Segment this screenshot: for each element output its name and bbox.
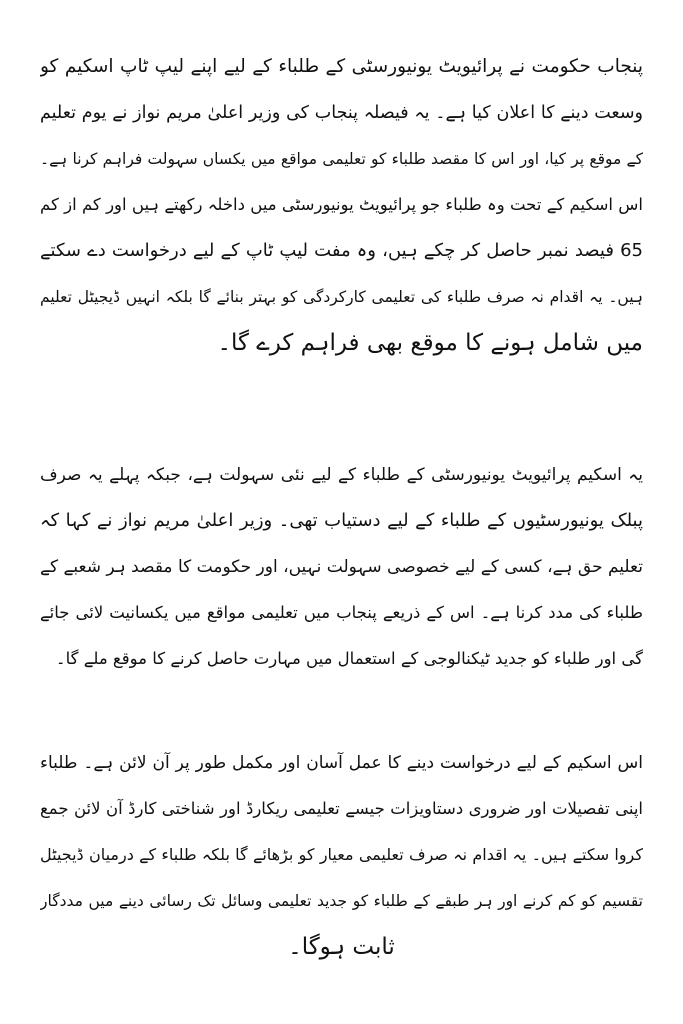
paragraph-line: گی اور طلباء کو جدید ٹیکنالوجی کے استعمال میں مہارت حاصل کرنے کا موقع ملے گا۔ — [55, 649, 643, 668]
paragraph-line: یہ اسکیم پرائیویٹ یونیورسٹی کے طلباء کے لیے نئی سہولت ہے، جبکہ پہلے یہ صرف — [40, 465, 643, 485]
paragraph-line: طلباء کی مدد کرنا ہے۔ اس کے ذریعے پنجاب میں تعلیمی مواقع میں یکسانیت لائی جائے — [40, 603, 643, 622]
paragraph-line: ہیں۔ یہ اقدام نہ صرف طلباء کی تعلیمی کارکردگی کو بہتر بنائے گا بلکہ انہیں ڈیجیٹل تعلیم — [40, 288, 643, 306]
paragraph-line: اپنی تفصیلات اور ضروری دستاویزات جیسے تعلیمی ریکارڈ اور شناختی کارڈ آن لائن جمع — [40, 799, 643, 818]
paragraph-line: پنجاب حکومت نے پرائیویٹ یونیورسٹی کے طلباء کے لیے اپنے لیپ ٹاپ اسکیم کو — [40, 56, 643, 77]
paragraph-line: تقسیم کو کم کرنے اور ہر طبقے کے طلباء کو جدید تعلیمی وسائل تک رسائی دینے میں مددگار — [40, 892, 643, 910]
paragraph-line: وسعت دینے کا اعلان کیا ہے۔ یہ فیصلہ پنجاب کی وزیر اعلیٰ مریم نواز نے یوم تعلیم — [40, 103, 643, 123]
paragraph-line: اس اسکیم کے تحت وہ طلباء جو پرائیویٹ یونیورسٹی میں داخلہ رکھتے ہیں اور کم از کم — [40, 195, 643, 214]
paragraph-line: ثابت ہوگا۔ — [288, 934, 395, 960]
paragraph-1 — [40, 44, 643, 366]
paragraph-line: میں شامل ہونے کا موقع بھی فراہم کرے گا۔ — [217, 330, 643, 356]
paragraph-line: 65 فیصد نمبر حاصل کر چکے ہیں، وہ مفت لیپ ٹاپ کے لیے درخواست دے سکتے — [40, 240, 643, 261]
paragraph-line: تعلیم حق ہے، کسی کے لیے خصوصی سہولت نہیں، اور حکومت کا مقصد ہر شعبے کے — [40, 557, 643, 577]
paragraph-line: کے موقع پر کیا، اور اس کا مقصد طلباء کو تعلیمی مواقع میں یکساں سہولت فراہم کرنا ہے۔ — [40, 150, 643, 168]
paragraph-3 — [40, 740, 643, 970]
paragraph-2 — [40, 452, 643, 682]
paragraph-line: پبلک یونیورسٹیوں کے طلباء کے لیے دستیاب تھی۔ وزیر اعلیٰ مریم نواز نے کہا کہ — [40, 510, 643, 531]
paragraph-line: اس اسکیم کے لیے درخواست دینے کا عمل آسان اور مکمل طور پر آن لائن ہے۔ طلباء — [40, 753, 643, 773]
paragraph-line: کروا سکتے ہیں۔ یہ اقدام نہ صرف تعلیمی معیار کو بڑھائے گا بلکہ طلباء کے درمیان ڈیجیٹل — [40, 845, 643, 864]
